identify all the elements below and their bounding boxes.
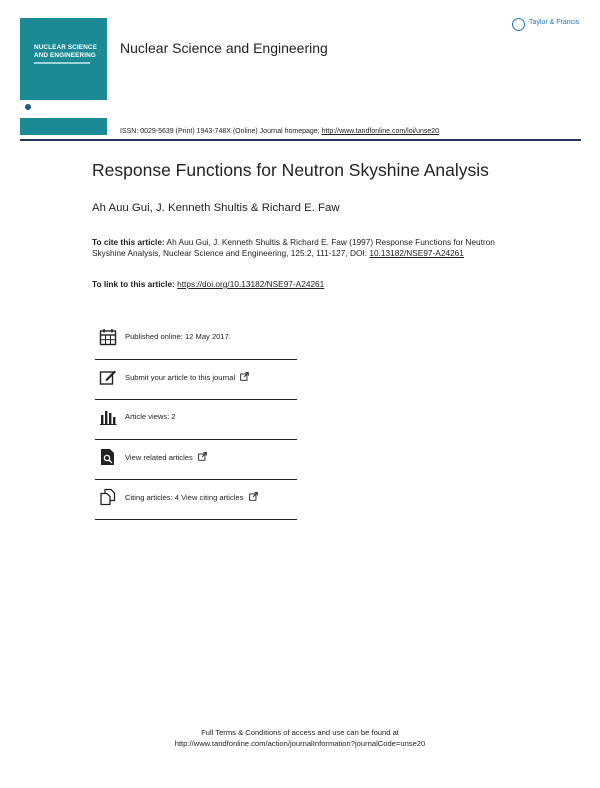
doi-link[interactable]: 10.13182/NSE97-A24261 xyxy=(369,248,464,259)
external-link-icon xyxy=(198,452,207,461)
journal-homepage-link[interactable]: http://www.tandfonline.com/loi/unse20 xyxy=(321,128,440,135)
bar-chart-icon xyxy=(99,408,117,426)
cover-title-line1: NUCLEAR SCIENCE xyxy=(34,44,97,51)
info-row-label: View related articles xyxy=(125,453,193,462)
journal-cover-image xyxy=(20,18,107,135)
terms-footer xyxy=(0,728,600,749)
citation-text: Ah Auu Gui, J. Kenneth Shultis & Richard E. Faw (1997) Response Functions for Neutron Skyshine Analysis, Nuclear Science and Engineering, 125:2, 111-127, DOI: xyxy=(92,237,495,259)
cover-title xyxy=(34,44,104,60)
article-authors: Ah Auu Gui, J. Kenneth Shultis & Richard E. Faw xyxy=(92,202,340,214)
info-row-submit[interactable] xyxy=(95,360,297,400)
publisher-logo-icon xyxy=(512,18,525,31)
cover-title-line2: AND ENGINEERING xyxy=(34,52,96,59)
cover-subtitle-rule xyxy=(34,62,90,64)
citing-articles-link[interactable] xyxy=(125,492,258,502)
cover-footer-band xyxy=(20,118,107,135)
cover-publisher-logo xyxy=(25,104,31,110)
related-articles-link[interactable] xyxy=(125,452,207,462)
search-document-icon xyxy=(99,448,117,466)
article-link-url[interactable]: https://doi.org/10.13182/NSE97-A24261 xyxy=(177,279,325,289)
citation-block xyxy=(92,237,512,260)
info-row-related[interactable] xyxy=(95,440,297,480)
external-link-icon xyxy=(249,492,258,501)
submit-article-link[interactable] xyxy=(125,372,249,382)
article-info-list xyxy=(95,320,297,520)
article-link-line xyxy=(92,279,324,289)
terms-footer-link[interactable]: http://www.tandfonline.com/action/journalInformation?journalCode=unse20 xyxy=(174,738,426,748)
info-row-views xyxy=(95,400,297,440)
info-row-label: Citing articles: 4 View citing articles xyxy=(125,493,244,502)
article-link-label: To link to this article: xyxy=(92,279,178,289)
external-link-icon xyxy=(240,372,249,381)
info-row-citing[interactable] xyxy=(95,480,297,520)
publisher-logo[interactable] xyxy=(512,16,584,38)
article-title: Response Functions for Neutron Skyshine Analysis xyxy=(92,160,489,180)
header-divider xyxy=(20,139,581,141)
calendar-icon xyxy=(99,328,117,346)
publisher-logo-text: Taylor & Francis xyxy=(529,19,580,26)
citation-label: To cite this article: xyxy=(92,237,165,247)
info-row-label: Article views: 2 xyxy=(125,412,176,421)
issn-text: ISSN: 0029-5639 (Print) 1943-748X (Online) Journal homepage: xyxy=(120,128,322,135)
info-row-published xyxy=(95,320,297,360)
journal-name: Nuclear Science and Engineering xyxy=(120,40,328,56)
issn-line xyxy=(120,128,439,135)
citing-articles-icon xyxy=(99,488,117,506)
info-row-label: Published online: 12 May 2017. xyxy=(125,332,231,341)
edit-icon xyxy=(99,368,117,386)
info-row-label: Submit your article to this journal xyxy=(125,373,236,382)
terms-footer-line1: Full Terms & Conditions of access and use can be found at xyxy=(201,728,399,737)
